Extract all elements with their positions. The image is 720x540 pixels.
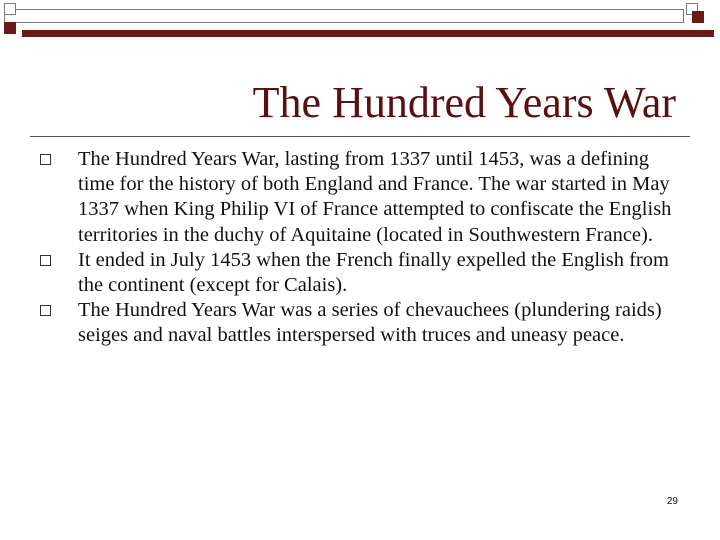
header-square-icon [4, 3, 16, 15]
bullet-text: The Hundred Years War, lasting from 1337 until 1453, was a defining time for the history of both England and France. The war started in May 1337 when King Philip VI of France attempted to confiscate the English territories in the duchy of Aquitaine (located in Southwestern France). [78, 148, 672, 246]
header-square-filled-icon [692, 11, 704, 23]
header-decoration [0, 0, 720, 40]
hollow-square-icon [40, 255, 51, 266]
slide-body [30, 147, 690, 349]
header-square-filled-icon [4, 22, 16, 34]
page-number: 29 [666, 496, 678, 507]
header-accent-bar [22, 30, 714, 37]
hollow-square-icon [40, 154, 51, 165]
bullet-text: The Hundred Years War was a series of chevauchees (plundering raids) seiges and naval battles interspersed with truces and uneasy peace. [78, 299, 662, 347]
bullet-item [30, 147, 690, 248]
bullet-text: It ended in July 1453 when the French finally expelled the English from the continent (except for Calais). [78, 248, 669, 297]
hollow-square-icon [40, 305, 51, 316]
slide-title: The Hundred Years War [252, 78, 676, 127]
title-divider [30, 136, 690, 137]
bullet-list [30, 147, 690, 349]
header-outline-box [4, 9, 684, 23]
bullet-item [30, 298, 690, 348]
bullet-item [30, 248, 690, 298]
